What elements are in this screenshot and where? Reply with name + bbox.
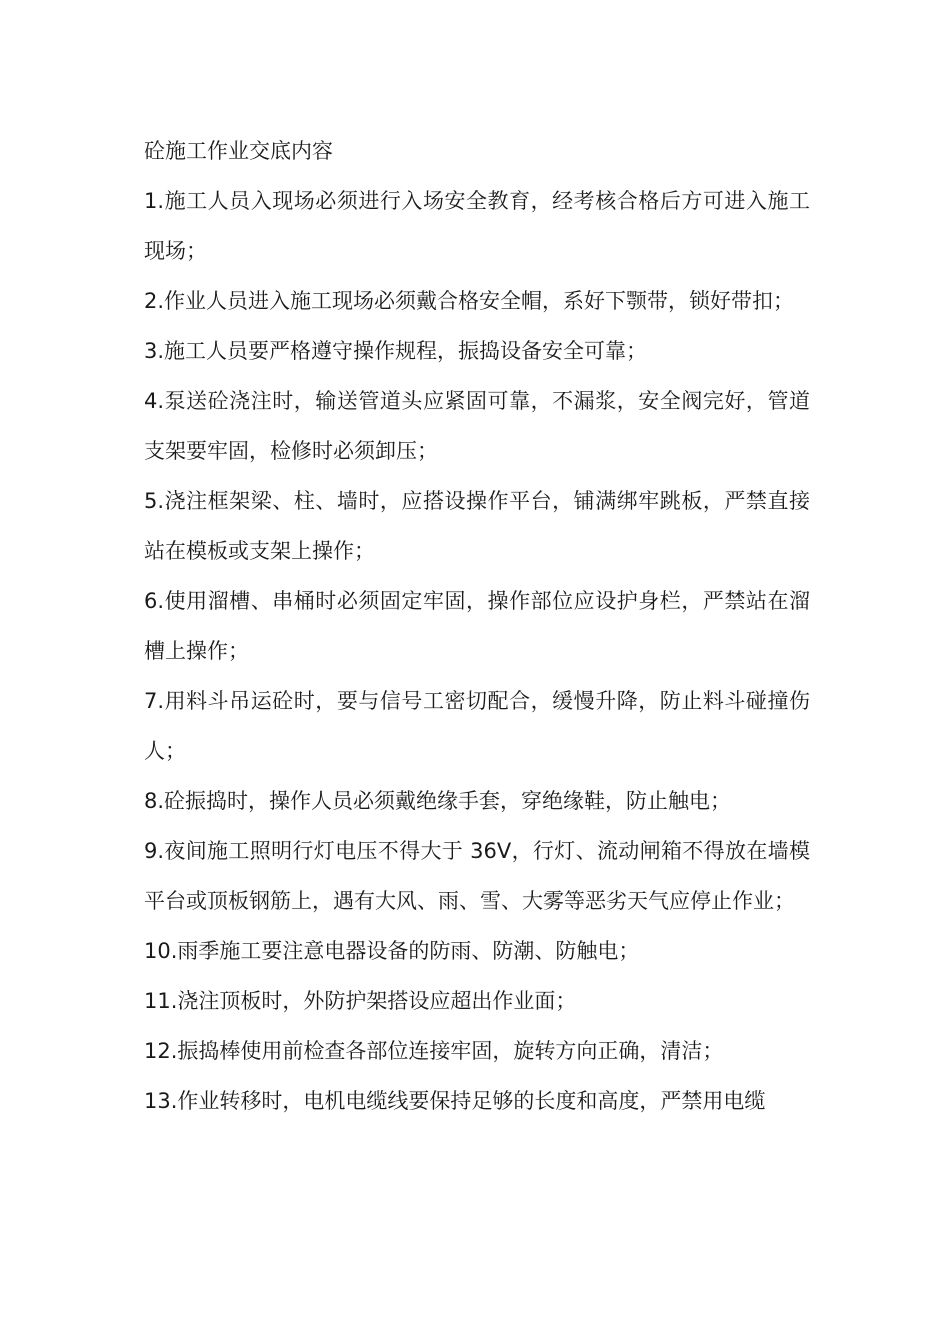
clause-11: 11.浇注顶板时，外防护架搭设应超出作业面； (144, 989, 577, 1013)
clause-12: 12.振捣棒使用前检查各部位连接牢固，旋转方向正确，清洁； (144, 1039, 724, 1063)
clause-5: 5.浇注框架梁、柱、墙时，应搭设操作平台，铺满绑牢跳板，严禁直接站在模板或支架上操作； (144, 489, 810, 563)
clause-4: 4.泵送砼浇注时，输送管道头应紧固可靠，不漏浆，安全阀完好，管道支架要牢固，检修时必须卸压； (144, 389, 810, 463)
clause-6: 6.使用溜槽、串桶时必须固定牢固，操作部位应设护身栏，严禁站在溜槽上操作； (144, 589, 810, 663)
clause-13: 13.作业转移时，电机电缆线要保持足够的长度和高度，严禁用电缆 (144, 1089, 766, 1113)
document-title: 砼施工作业交底内容 (144, 139, 333, 163)
clause-7: 7.用料斗吊运砼时，要与信号工密切配合，缓慢升降，防止料斗碰撞伤人； (144, 689, 810, 763)
clause-3: 3.施工人员要严格遵守操作规程，振捣设备安全可靠； (144, 339, 648, 363)
clause-1: 1.施工人员入现场必须进行入场安全教育，经考核合格后方可进入施工现场； (144, 189, 810, 263)
clause-10: 10.雨季施工要注意电器设备的防雨、防潮、防触电； (144, 939, 640, 963)
clause-2: 2.作业人员进入施工现场必须戴合格安全帽，系好下颚带，锁好带扣； (144, 289, 795, 313)
clause-9: 9.夜间施工照明行灯电压不得大于 36V，行灯、流动闸箱不得放在墙模平台或顶板钢筋上，遇有大风、雨、雪、大雾等恶劣天气应停止作业； (144, 839, 810, 913)
document-body (144, 126, 810, 1126)
clause-8: 8.砼振捣时，操作人员必须戴绝缘手套，穿绝缘鞋，防止触电； (144, 789, 732, 813)
